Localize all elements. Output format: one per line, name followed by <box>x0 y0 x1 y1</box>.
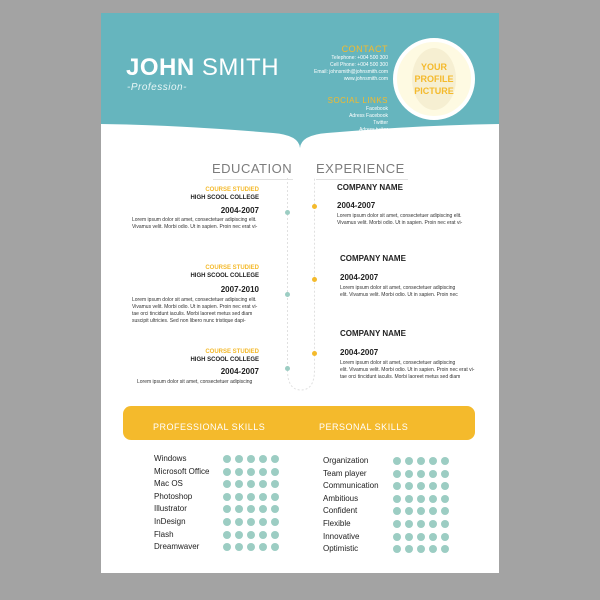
skill-label: Flexible <box>323 519 351 528</box>
personal-skills-title: PERSONAL SKILLS <box>319 422 409 432</box>
skill-rating-dot <box>441 495 449 503</box>
skill-label: Microsoft Office <box>154 466 210 476</box>
skill-rating-dot <box>417 520 425 528</box>
skill-rating-dot <box>235 468 243 476</box>
skill-rating-dot <box>417 495 425 503</box>
skill-rating-dot <box>271 468 279 476</box>
education-school: HIGH SCOOL COLLEGE <box>190 357 259 363</box>
skill-rating-dot <box>259 468 267 476</box>
photo-text-line: PROFILE <box>414 74 454 84</box>
skill-rating-dot <box>429 470 437 478</box>
social-twitter-address: Adress twiter <box>359 127 388 133</box>
skill-rating-dot <box>393 495 401 503</box>
skill-rating-dot <box>441 482 449 490</box>
skill-rating-dot <box>393 533 401 541</box>
skill-rating-dot <box>235 480 243 488</box>
skill-rating-dot <box>223 505 231 513</box>
skill-rating-dot <box>417 470 425 478</box>
skill-label: Illustrator <box>154 504 187 514</box>
professional-skills-title: PROFESSIONAL SKILLS <box>153 422 266 432</box>
skill-rating-dot <box>247 493 255 501</box>
social-twitter: Twitter <box>373 120 388 126</box>
education-description: Lorem ipsum dolor sit amet, consectetuer adipiscing <box>137 379 253 385</box>
skill-label: Team player <box>323 468 367 478</box>
skill-rating-dot <box>429 507 437 515</box>
skill-rating-dot <box>393 457 401 465</box>
education-description: Lorem ipsum dolor sit amet, consectetuer adipiscing elit. Vivamus velit. Morbi odio. Ut in sapien. Proin nec erat vi- <box>132 217 258 230</box>
timeline-dot <box>312 204 317 209</box>
skill-rating-dot <box>223 518 231 526</box>
skill-rating-dot <box>271 543 279 551</box>
skill-label: Windows <box>154 454 187 463</box>
profile-picture-placeholder <box>393 38 475 120</box>
education-school: HIGH SCOOL COLLEGE <box>190 273 259 279</box>
skill-rating-dot <box>223 493 231 501</box>
skill-rating-dot <box>235 531 243 539</box>
skill-rating-dot <box>259 480 267 488</box>
experience-description: Lorem ipsum dolor sit amet, consectetuer adipiscing elit. Vivamus velit. Morbi odio. Ut in sapien. Proin nec erat vi- tae orci tincidunt iaculis. Morbi laoreet metus sed diam <box>340 360 475 380</box>
skill-rating-dot <box>441 545 449 553</box>
skill-rating-dot <box>441 533 449 541</box>
skill-rating-dot <box>247 480 255 488</box>
candidate-name: JOHN SMITH <box>126 54 280 81</box>
education-course: COURSE STUDIED <box>205 349 259 355</box>
skill-rating-dot <box>259 455 267 463</box>
experience-description: Lorem ipsum dolor sit amet, consectetuer adipiscing elit. Vivamus velit. Morbi odio. Ut in sapien. Proin nec erat vi- <box>337 213 463 226</box>
education-years: 2004-2007 <box>220 367 259 376</box>
skill-label: Communication <box>323 481 379 491</box>
skill-rating-dot <box>247 468 255 476</box>
experience-company: COMPANY NAME <box>337 183 403 192</box>
education-description: Lorem ipsum dolor sit amet, consectetuer adipiscing elit. Vivamus velit. Morbi odio. Ut in sapien. Proin nec erat vi- tae orci tincidunt iaculis. Morbi laoreet metus sed diam suscipit ultricies. Sed non libero nunc tristique dapi- <box>132 297 258 324</box>
experience-title: EXPERIENCE <box>316 161 405 176</box>
skill-rating-dot <box>429 545 437 553</box>
skill-rating-dot <box>417 457 425 465</box>
skill-rating-dot <box>405 507 413 515</box>
skill-rating-dot <box>429 520 437 528</box>
skill-rating-dot <box>405 457 413 465</box>
skill-rating-dot <box>259 543 267 551</box>
experience-years: 2004-2007 <box>337 201 376 210</box>
skill-rating-dot <box>223 468 231 476</box>
experience-company: COMPANY NAME <box>340 329 406 338</box>
skill-rating-dot <box>259 518 267 526</box>
skill-rating-dot <box>429 495 437 503</box>
skill-rating-dot <box>271 531 279 539</box>
profession: -Profession- <box>127 82 187 93</box>
skill-rating-dot <box>247 531 255 539</box>
skill-rating-dot <box>235 455 243 463</box>
timeline-dot <box>285 292 290 297</box>
skill-label: Optimistic <box>323 544 359 554</box>
skill-rating-dot <box>259 493 267 501</box>
skill-rating-dot <box>417 545 425 553</box>
education-school: HIGH SCOOL COLLEGE <box>190 195 259 201</box>
skill-rating-dot <box>223 480 231 488</box>
skill-rating-dot <box>247 505 255 513</box>
skill-rating-dot <box>247 455 255 463</box>
skill-rating-dot <box>393 482 401 490</box>
skill-rating-dot <box>429 457 437 465</box>
skill-label: Organization <box>323 456 369 465</box>
experience-description: Lorem ipsum dolor sit amet, consectetuer adipiscing elit. Vivamus velit. Morbi odio. Ut in sapien. Proin nec <box>340 285 458 298</box>
skill-rating-dot <box>441 470 449 478</box>
skill-rating-dot <box>235 505 243 513</box>
contact-title: CONTACT <box>341 44 388 54</box>
skill-rating-dot <box>405 545 413 553</box>
social-links-title: SOCIAL LINKS <box>327 96 388 105</box>
resume-sheet <box>101 13 499 573</box>
contact-telephone: Telephone: +004 500 300 <box>331 55 388 61</box>
timeline-dot <box>285 210 290 215</box>
contact-cellphone: Cell Phone: +004 500 300 <box>330 62 388 68</box>
experience-years: 2004-2007 <box>340 273 379 282</box>
education-divider <box>213 179 293 180</box>
skill-rating-dot <box>393 507 401 515</box>
skill-rating-dot <box>223 543 231 551</box>
skill-label: InDesign <box>154 517 186 526</box>
skill-rating-dot <box>223 455 231 463</box>
skill-rating-dot <box>429 482 437 490</box>
skill-label: Ambitious <box>323 493 359 503</box>
education-course: COURSE STUDIED <box>205 187 259 193</box>
skill-rating-dot <box>405 520 413 528</box>
skill-rating-dot <box>271 518 279 526</box>
education-years: 2007-2010 <box>220 285 259 294</box>
contact-email: Email: johnsmith@johnsmith.com <box>314 69 388 75</box>
skill-rating-dot <box>393 545 401 553</box>
skill-label: Photoshop <box>154 491 193 501</box>
timeline-dot <box>285 366 290 371</box>
skill-rating-dot <box>393 520 401 528</box>
skill-label: Flash <box>154 529 174 539</box>
skill-rating-dot <box>417 507 425 515</box>
contact-website: www.johnsmith.com <box>343 76 388 82</box>
skill-rating-dot <box>405 482 413 490</box>
timeline-dot <box>312 277 317 282</box>
skill-rating-dot <box>405 470 413 478</box>
skill-rating-dot <box>441 520 449 528</box>
skill-rating-dot <box>235 543 243 551</box>
skill-rating-dot <box>271 480 279 488</box>
skill-rating-dot <box>393 470 401 478</box>
photo-text-line: PICTURE <box>414 86 454 96</box>
skill-rating-dot <box>235 518 243 526</box>
skill-rating-dot <box>441 507 449 515</box>
skill-rating-dot <box>259 531 267 539</box>
skill-rating-dot <box>405 533 413 541</box>
skill-rating-dot <box>441 457 449 465</box>
experience-years: 2004-2007 <box>340 348 379 357</box>
skill-rating-dot <box>417 482 425 490</box>
skill-label: Mac OS <box>154 479 183 489</box>
skill-rating-dot <box>247 518 255 526</box>
skill-label: Innovative <box>323 531 360 541</box>
skill-rating-dot <box>259 505 267 513</box>
education-title: EDUCATION <box>212 161 293 176</box>
experience-divider <box>316 179 408 180</box>
photo-text-line: YOUR <box>420 62 447 72</box>
skill-rating-dot <box>223 531 231 539</box>
skill-rating-dot <box>271 455 279 463</box>
skill-rating-dot <box>429 533 437 541</box>
skill-label: Dreamwaver <box>154 542 200 552</box>
social-facebook-address: Adress Facebook <box>349 113 388 119</box>
education-years: 2004-2007 <box>220 206 259 215</box>
skill-label: Confident <box>323 506 358 516</box>
skill-rating-dot <box>235 493 243 501</box>
skill-rating-dot <box>247 543 255 551</box>
timeline-dot <box>312 351 317 356</box>
skill-rating-dot <box>271 493 279 501</box>
experience-company: COMPANY NAME <box>340 254 406 263</box>
skill-rating-dot <box>417 533 425 541</box>
education-course: COURSE STUDIED <box>205 265 259 271</box>
skill-rating-dot <box>405 495 413 503</box>
skill-rating-dot <box>271 505 279 513</box>
social-facebook: Facebook <box>366 106 388 112</box>
